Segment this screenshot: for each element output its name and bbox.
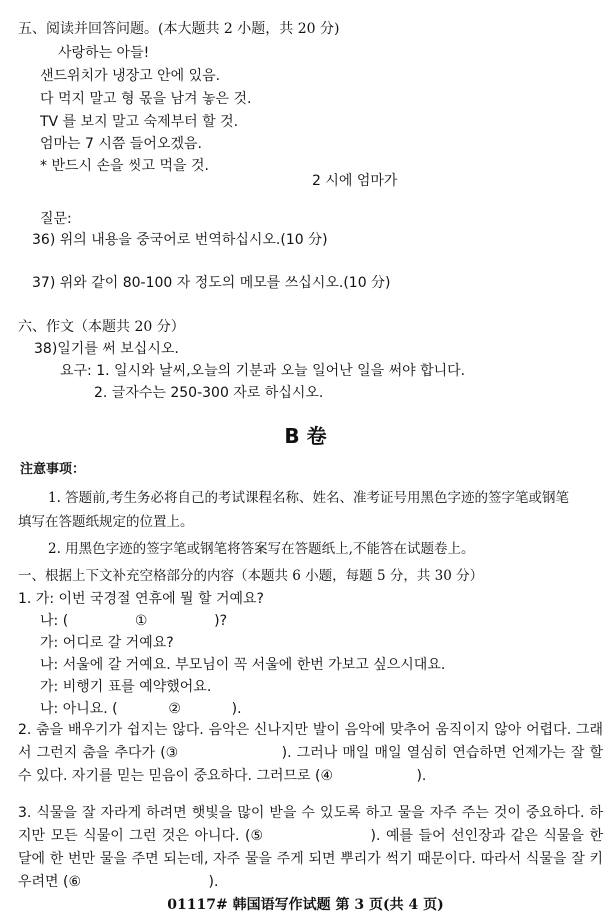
notice-1-line-2: 填写在答题纸规定的位置上。 [18,514,194,530]
memo-line: 샌드위치가 냉장고 안에 있음. [40,68,221,84]
requirement-1: 요구: 1. 일시와 날씨,오늘의 기분과 오늘 일어난 일을 써야 합니다. [60,363,466,379]
blank-6: ⑥ [68,874,82,890]
notice-2: 2. 用黑色字迹的签字笔或钢笔将答案写在答题纸上,不能答在试题卷上。 [48,541,475,557]
q2-text-a: 2. 춤을 배우기가 쉽지는 않다. 음악은 신나지만 발이 음악에 맞추어 움직이지 않아 어렵다. 그래서 그런지 춤을 추다가 ( [18,722,603,761]
q1-line-3: 가: 어디로 갈 거예요? [40,635,174,651]
q2-text-c: ). [416,768,427,784]
memo-signature: 2 시에 엄마가 [312,173,398,189]
q3-text-c: ). [208,874,219,890]
notice-label: 注意事项： [20,462,86,477]
question-36: 36) 위의 내용을 중국어로 번역하십시오.(10 分) [32,232,328,248]
q1-line-6-end: ). [231,701,242,717]
blank-4: ④ [320,768,334,784]
question-3 [18,802,603,894]
page-footer: 01117# 韩国语写作试题 第 3 页(共 4 页) [167,897,444,913]
section1-header: 一、根据上下文补充空格部分的内容（本题共 6 小题，每题 5 分，共 30 分） [18,568,484,584]
requirement-2: 2. 글자수는 250-300 자로 하십시오. [94,385,324,401]
question-2 [18,719,603,788]
blank-3: ③ [165,745,179,761]
part-b-title: B 卷 [284,424,327,448]
q1-line-6-text: 나: 아니요. ( [40,701,118,717]
blank-5: ⑤ [250,828,264,844]
memo-line: 엄마는 7 시쯤 들어오겠음. [40,136,202,152]
q3-text-a: 3. 식물을 잘 자라게 하려면 햇빛을 많이 받을 수 있도록 하고 물을 자주 주는 것이 중요하다. 하지만 모든 식물이 그런 것은 아니다. ( [18,805,603,844]
notice-1-line-1: 1. 答题前,考生务必将自己的考试课程名称、姓名、准考证号用黑色字迹的签字笔或钢笔 [48,490,569,506]
section5-header: 五、阅读并回答问题。(本大题共 2 小题，共 20 分) [18,21,340,37]
blank-2: ② [168,701,181,717]
q1-line-5: 가: 비행기 표를 예약했어요. [40,679,212,695]
question-label: 질문: [40,211,72,227]
q2-text-b: ). 그러나 매일 매일 열심히 연습하면 언제가는 잘 할 수 있다. 자기를 믿는 믿음이 중요하다. 그러므로 ( [18,745,603,784]
q1-line-2-text: 나: ( [40,613,69,629]
q1-line-2 [40,612,227,630]
q1-line-2-end: )? [214,613,228,629]
section6-header: 六、作文（本题共 20 分） [18,319,185,335]
memo-line: 다 먹지 말고 형 몫을 남겨 놓은 것. [40,91,252,107]
q1-line-6 [40,700,242,718]
question-37: 37) 위와 같이 80-100 자 정도의 메모를 쓰십시오.(10 分) [32,275,391,291]
q3-text-b: ). 예를 들어 선인장과 같은 식물을 한 달에 한 번만 물을 주면 되는데, 자주 물을 주게 되면 뿌리가 썩기 때문이다. 따라서 식물을 잘 키우려면 ( [18,828,603,890]
memo-line: * 반드시 손을 씻고 먹을 것. [40,158,209,174]
memo-line: 사랑하는 아들! [58,45,150,61]
blank-1: ① [134,613,148,629]
question-38: 38)일기를 써 보십시오. [34,341,179,357]
memo-line: TV 를 보지 말고 숙제부터 할 것. [40,114,239,130]
q1-line-4: 나: 서울에 갈 거예요. 부모님이 꼭 서울에 한번 가보고 싶으시대요. [40,657,446,673]
q1-line-1: 1. 가: 이번 국경절 연휴에 뭘 할 거예요? [18,591,264,607]
